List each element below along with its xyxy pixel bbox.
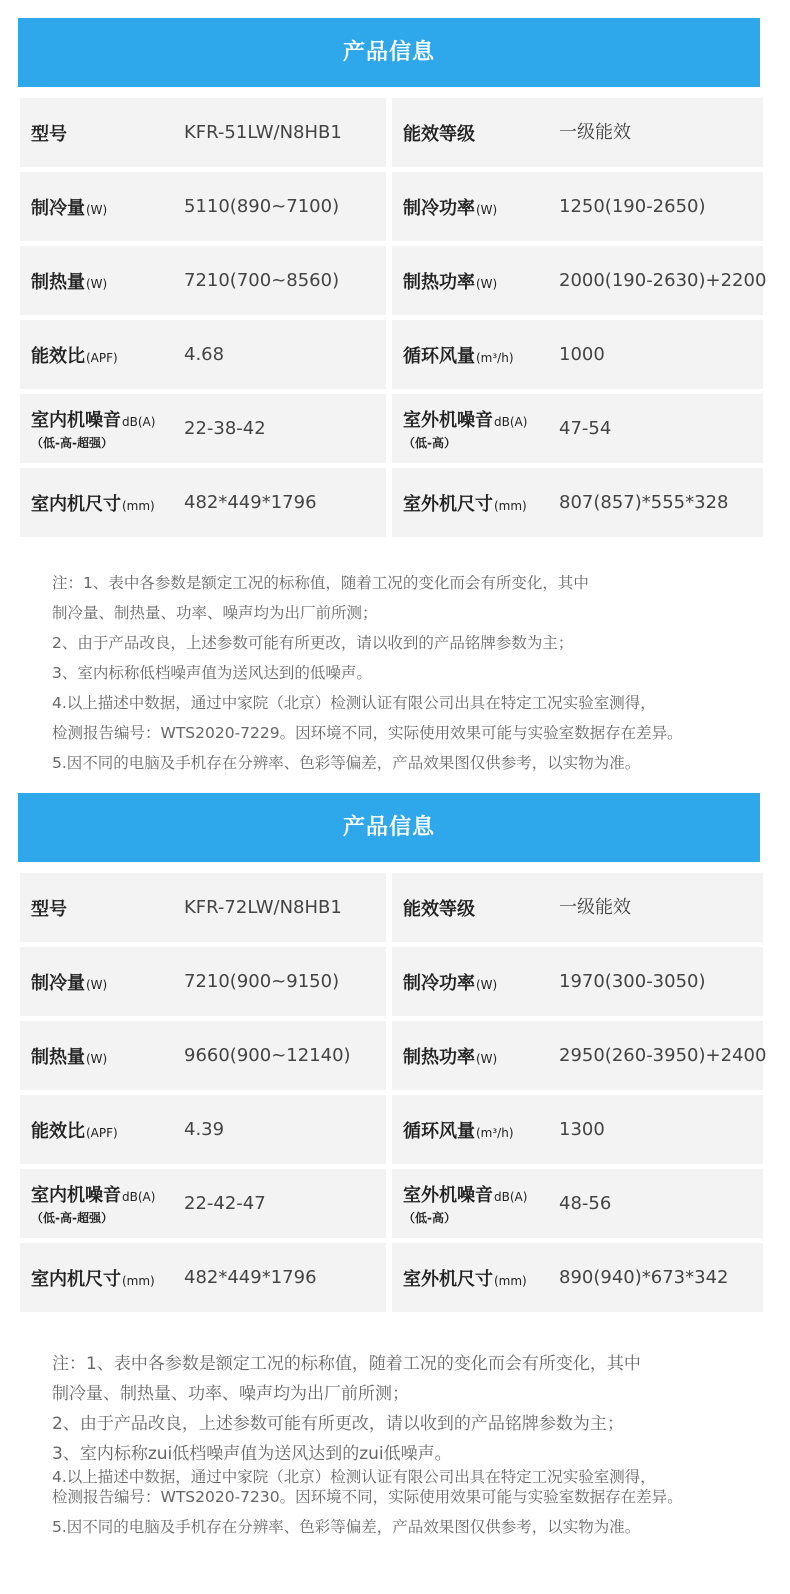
spec-unit: (mm) — [494, 498, 527, 513]
spec-unit: (m³/h) — [476, 350, 514, 365]
spec-label: 室外机尺寸 — [403, 1268, 493, 1290]
spec-label-group — [403, 1243, 527, 1312]
spec-cell — [392, 947, 763, 1016]
spec-unit: (W) — [476, 1051, 498, 1066]
spec-value: 4.39 — [184, 1119, 225, 1140]
spec-cell — [20, 172, 386, 241]
spec-unit: (W) — [86, 202, 108, 217]
spec-value: 1970(300-3050) — [559, 971, 706, 992]
spec-label: 循环风量 — [403, 1120, 475, 1142]
footnote-line: 注：1、表中各参数是额定工况的标称值，随着工况的变化而会有所变化，其中 — [52, 574, 589, 592]
spec-label-group — [403, 320, 514, 389]
spec-label: 能效等级 — [403, 898, 475, 920]
spec-label: 室外机噪音 — [403, 410, 493, 431]
spec-cell — [20, 246, 386, 315]
spec-value: 2000(190-2630)+2200 — [559, 270, 767, 291]
spec-sublabel: （低-高-超强） — [31, 436, 113, 450]
spec-unit: (mm) — [122, 1273, 155, 1288]
spec-unit: (W) — [86, 276, 108, 291]
footnote-line: 检测报告编号：WTS2020-7230。因环境不同，实际使用效果可能与实验室数据存在差异。 — [52, 1488, 683, 1506]
spec-label-group — [403, 98, 476, 167]
footnote-line: 2、由于产品改良，上述参数可能有所更改，请以收到的产品铭牌参数为主； — [52, 1414, 624, 1434]
section-header: 产品信息 — [18, 793, 760, 862]
spec-unit: dB(A) — [494, 415, 528, 429]
footnote-line: 制冷量、制热量、功率、噪声均为出厂前所测； — [52, 1384, 409, 1404]
spec-value: 807(857)*555*328 — [559, 492, 729, 513]
section-header: 产品信息 — [18, 18, 760, 87]
spec-value: KFR-51LW/N8HB1 — [184, 122, 342, 143]
spec-label-group — [31, 1095, 118, 1164]
spec-cell — [392, 873, 763, 942]
spec-value: 5110(890~7100) — [184, 196, 340, 217]
spec-cell — [392, 468, 763, 537]
spec-unit: dB(A) — [494, 1190, 528, 1204]
spec-cell — [20, 320, 386, 389]
spec-label: 室外机噪音 — [403, 1185, 493, 1206]
spec-unit: (APF) — [86, 1125, 118, 1140]
spec-label: 型号 — [31, 123, 67, 145]
spec-cell — [392, 394, 763, 463]
spec-sublabel: （低-高） — [403, 1211, 456, 1225]
spec-unit: dB(A) — [122, 1190, 156, 1204]
spec-label-group — [403, 1169, 527, 1238]
spec-label-group — [403, 246, 497, 315]
spec-sublabel: （低-高-超强） — [31, 1211, 113, 1225]
footnote-line: 2、由于产品改良，上述参数可能有所更改，请以收到的产品铭牌参数为主； — [52, 634, 574, 652]
spec-cell — [392, 246, 767, 315]
spec-sublabel: （低-高） — [403, 436, 456, 450]
spec-value: 22-42-47 — [184, 1193, 266, 1214]
spec-value: 一级能效 — [559, 122, 631, 143]
spec-label-group — [31, 468, 155, 537]
spec-value: 7210(900~9150) — [184, 971, 340, 992]
spec-unit: (W) — [86, 1051, 108, 1066]
spec-label: 室内机尺寸 — [31, 1268, 121, 1290]
spec-cell — [20, 873, 386, 942]
spec-label-group — [403, 468, 527, 537]
spec-label: 型号 — [31, 898, 67, 920]
spec-label-group — [31, 394, 155, 463]
spec-cell — [392, 1243, 763, 1312]
spec-label: 能效等级 — [403, 123, 475, 145]
spec-unit: (W) — [476, 977, 498, 992]
spec-cell — [20, 1169, 386, 1238]
spec-cell — [20, 98, 386, 167]
spec-cell — [20, 947, 386, 1016]
spec-label: 制热功率 — [403, 1046, 475, 1068]
spec-cell — [392, 1095, 763, 1164]
spec-value: 7210(700~8560) — [184, 270, 340, 291]
spec-label: 室内机尺寸 — [31, 493, 121, 515]
spec-label-group — [31, 246, 107, 315]
spec-cell — [392, 172, 763, 241]
spec-unit: (W) — [86, 977, 108, 992]
spec-cell — [20, 1095, 386, 1164]
spec-cell — [20, 468, 386, 537]
spec-cell — [20, 394, 386, 463]
spec-unit: (W) — [476, 202, 498, 217]
spec-label: 制热量 — [31, 271, 85, 293]
spec-cell — [392, 320, 763, 389]
spec-label-group — [31, 1021, 107, 1090]
footnote-line: 4.以上描述中数据，通过中家院（北京）检测认证有限公司出具在特定工况实验室测得， — [52, 694, 656, 712]
spec-value: 2950(260-3950)+2400 — [559, 1045, 767, 1066]
footnote-line: 3、室内标称zui低档噪声值为送风达到的zui低噪声。 — [52, 1444, 452, 1464]
spec-label-group — [31, 1169, 155, 1238]
footnote-line: 注：1、表中各参数是额定工况的标称值，随着工况的变化而会有所变化，其中 — [52, 1354, 641, 1374]
spec-value: 482*449*1796 — [184, 1267, 317, 1288]
spec-label-group — [403, 947, 497, 1016]
spec-value: 482*449*1796 — [184, 492, 317, 513]
spec-value: 47-54 — [559, 418, 612, 439]
spec-unit: (mm) — [122, 498, 155, 513]
spec-label: 制冷量 — [31, 972, 85, 994]
footnote-line: 4.以上描述中数据，通过中家院（北京）检测认证有限公司出具在特定工况实验室测得， — [52, 1468, 656, 1486]
spec-cell — [392, 1169, 763, 1238]
spec-label: 制冷功率 — [403, 972, 475, 994]
spec-value: 一级能效 — [559, 897, 631, 918]
spec-label-group — [31, 98, 68, 167]
spec-unit: (APF) — [86, 350, 118, 365]
spec-unit: (mm) — [494, 1273, 527, 1288]
spec-cell — [392, 98, 763, 167]
spec-label: 制冷量 — [31, 197, 85, 219]
spec-value: 4.68 — [184, 344, 225, 365]
spec-cell — [20, 1021, 386, 1090]
spec-label: 能效比 — [31, 1120, 85, 1142]
spec-label-group — [31, 1243, 155, 1312]
spec-label: 室内机噪音 — [31, 410, 121, 431]
spec-label-group — [31, 947, 107, 1016]
spec-label: 制热功率 — [403, 271, 475, 293]
spec-value: 48-56 — [559, 1193, 612, 1214]
spec-label-group — [403, 172, 497, 241]
spec-label-group — [403, 873, 476, 942]
footnote-line: 5.因不同的电脑及手机存在分辨率、色彩等偏差，产品效果图仅供参考，以实物为准。 — [52, 754, 641, 772]
spec-label: 制冷功率 — [403, 197, 475, 219]
spec-label: 室外机尺寸 — [403, 493, 493, 515]
spec-label: 循环风量 — [403, 345, 475, 367]
spec-label-group — [31, 172, 107, 241]
footnote-line: 制冷量、制热量、功率、噪声均为出厂前所测； — [52, 604, 378, 622]
spec-cell — [392, 1021, 767, 1090]
spec-value: 1300 — [559, 1119, 605, 1140]
spec-unit: dB(A) — [122, 415, 156, 429]
spec-label-group — [403, 1021, 497, 1090]
spec-unit: (W) — [476, 276, 498, 291]
footnote-line: 3、室内标称低档噪声值为送风达到的低噪声。 — [52, 664, 372, 682]
spec-label: 室内机噪音 — [31, 1185, 121, 1206]
spec-value: 1250(190-2650) — [559, 196, 706, 217]
spec-label-group — [31, 320, 118, 389]
spec-cell — [20, 1243, 386, 1312]
spec-label-group — [403, 394, 527, 463]
spec-label-group — [403, 1095, 514, 1164]
spec-value: 890(940)*673*342 — [559, 1267, 729, 1288]
spec-label: 制热量 — [31, 1046, 85, 1068]
spec-unit: (m³/h) — [476, 1125, 514, 1140]
spec-value: 9660(900~12140) — [184, 1045, 351, 1066]
spec-label-group — [31, 873, 68, 942]
spec-value: 22-38-42 — [184, 418, 266, 439]
spec-label: 能效比 — [31, 345, 85, 367]
footnote-line: 5.因不同的电脑及手机存在分辨率、色彩等偏差，产品效果图仅供参考，以实物为准。 — [52, 1518, 641, 1536]
footnote-line: 检测报告编号：WTS2020-7229。因环境不同，实际使用效果可能与实验室数据存在差异。 — [52, 724, 683, 742]
spec-value: 1000 — [559, 344, 605, 365]
spec-value: KFR-72LW/N8HB1 — [184, 897, 342, 918]
